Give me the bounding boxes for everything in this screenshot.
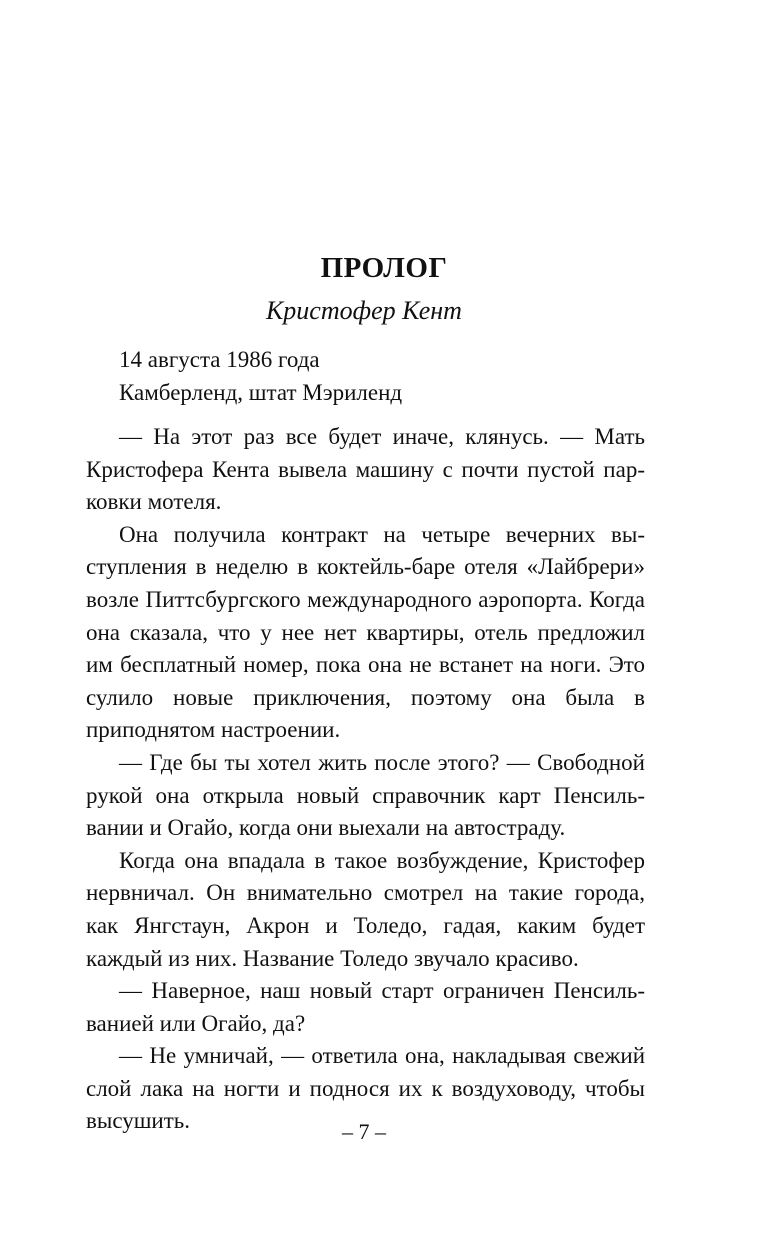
chapter-character-name: Кристофер Кент xyxy=(266,296,462,325)
dateline-place: Камберленд, штат Мэриленд xyxy=(119,380,403,405)
paragraph: — Где бы ты хотел жить после этого? — Свободной рукой она открыла новый справочник карт Пенсильвании и Огайо, когда они выехали на автостраду. xyxy=(86,749,645,841)
paragraph: — На этот раз все будет иначе, клянусь. — Мать Кристофера Кента вывела машину с почти пустой парковки мотеля. xyxy=(86,424,645,515)
chapter-title: ПРОЛОГ xyxy=(320,252,448,284)
paragraph: Когда она впадала в такое возбуждение, Кристофер нервничал. Он внимательно смотрел на такие города, как Янгстаун, Акрон и Толедо, гадая, каким будет каждый из них. Название Толедо звучало красиво. xyxy=(86,847,645,971)
paragraph: — Не умничай, — ответила она, накладывая свежий слой лака на ногти и поднося их к воздуховоду, чтобы высушить. xyxy=(86,1043,645,1134)
body-text xyxy=(86,421,645,1138)
page-number: – 7 – xyxy=(342,1119,386,1144)
paragraph: Она получила контракт на четыре вечерних выступления в неделю в коктейль-баре отеля «Лайбрери» возле Питтсбургского международного аэропорта. Когда она сказала, что у нее нет квартиры, отель предложил им бесплатный номер, пока она не встанет на ноги. Это сулило новые приключения, поэтому она была в приподнятом настроении. xyxy=(86,521,645,743)
dateline-date: 14 августа 1986 года xyxy=(119,347,320,372)
paragraph: — Наверное, наш новый старт ограничен Пенсильванией или Огайо, да? xyxy=(86,978,645,1036)
